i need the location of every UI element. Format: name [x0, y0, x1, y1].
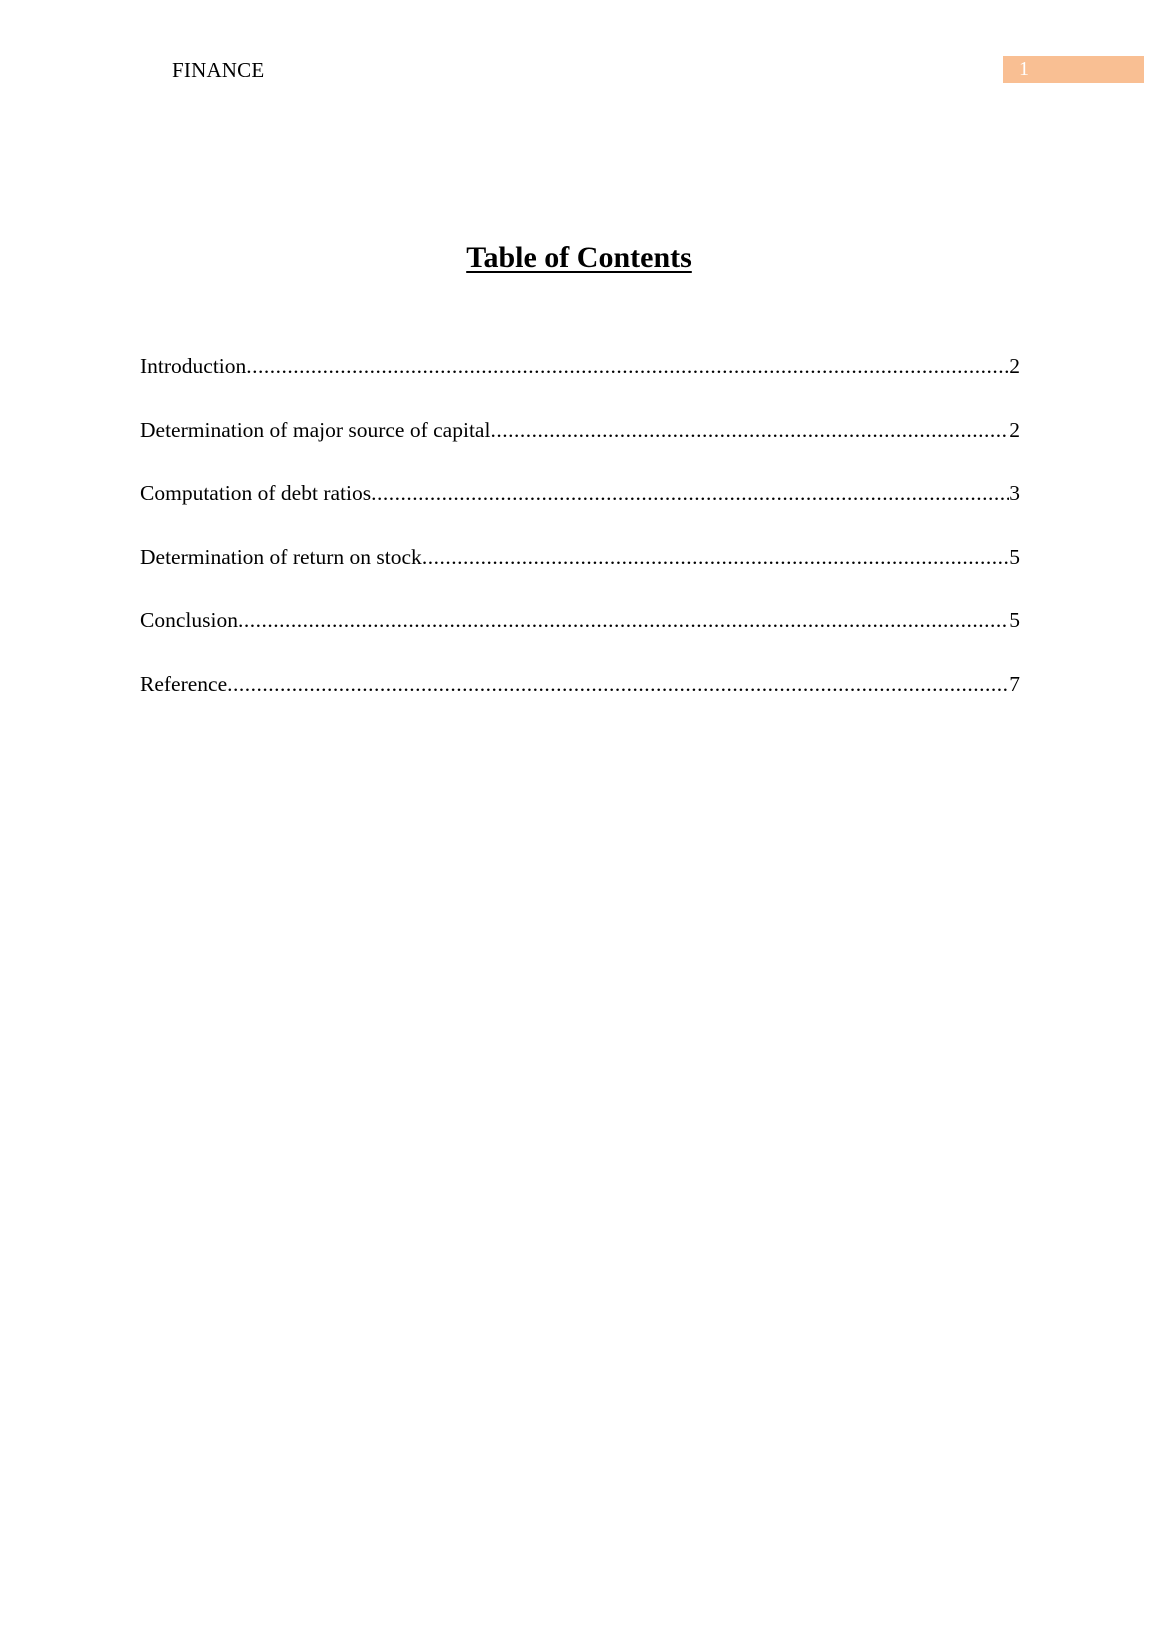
toc-entry-label: Computation of debt ratios	[140, 481, 372, 505]
toc-entry-label: Introduction	[140, 354, 247, 378]
toc-entry-label: Reference	[140, 671, 228, 696]
toc-dot-leader	[227, 670, 1009, 698]
toc-dot-leader	[422, 543, 1009, 571]
toc-entry-label: Determination of return on stock	[140, 544, 422, 569]
toc-title: Table of Contents	[466, 241, 692, 274]
toc-entry-page: 5	[1009, 608, 1020, 632]
toc-entry-major-source-of-capital[interactable]	[140, 416, 1020, 480]
toc-entry-page: 5	[1009, 544, 1020, 569]
toc-entry-return-on-stock[interactable]	[140, 543, 1020, 607]
page-number-box	[1003, 56, 1144, 83]
toc-entry-page: 2	[1009, 417, 1020, 442]
toc-entry-conclusion[interactable]	[140, 606, 1020, 670]
toc-entry-page: 2	[1009, 354, 1020, 378]
toc-dot-leader	[238, 606, 1009, 634]
running-head: FINANCE	[172, 58, 265, 82]
toc-entry-label: Conclusion	[140, 608, 238, 632]
toc-dot-leader	[246, 352, 1009, 380]
toc-entry-page: 3	[1009, 481, 1020, 505]
toc-entry-reference[interactable]	[140, 670, 1020, 734]
toc-dot-leader	[490, 416, 1009, 444]
toc-entry-introduction[interactable]	[140, 352, 1020, 416]
toc-entry-debt-ratios[interactable]	[140, 479, 1020, 543]
toc-entry-page: 7	[1009, 671, 1020, 696]
page-number: 1	[1019, 58, 1029, 80]
toc-dot-leader	[371, 479, 1009, 507]
toc-entry-label: Determination of major source of capital	[140, 417, 491, 442]
toc-list	[140, 352, 1020, 733]
